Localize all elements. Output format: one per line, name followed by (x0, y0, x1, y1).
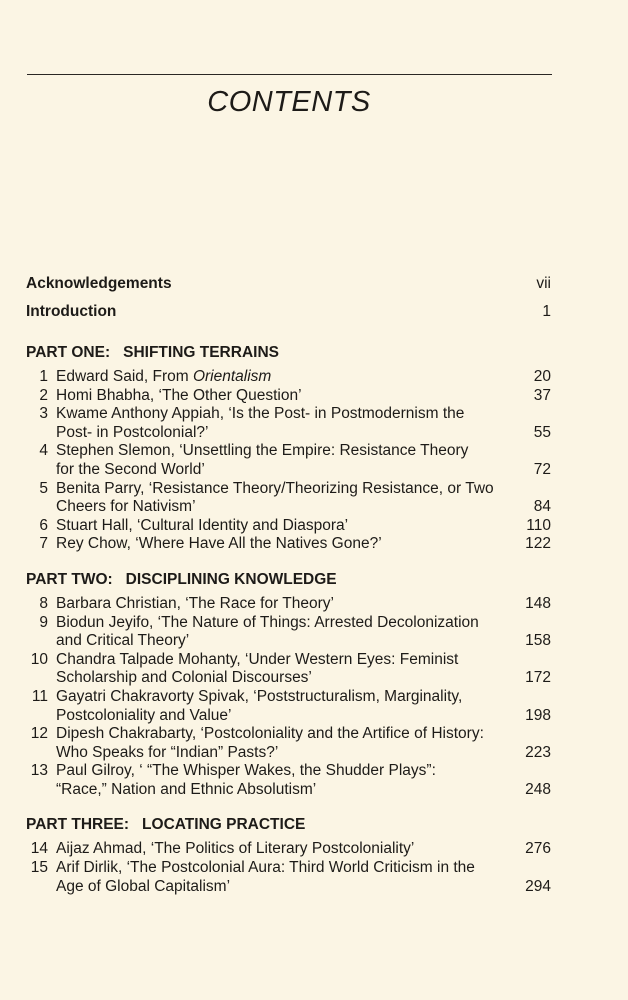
entry-number: 3 (39, 405, 48, 423)
entry-title-text: Edward Said, From (56, 368, 193, 385)
entry-page: 20 (533, 368, 551, 385)
entry-title-text: Aijaz Ahmad, ‘The Politics of Literary Postcoloniality’ (56, 840, 415, 858)
entry-number: 12 (30, 725, 48, 743)
entry-title (56, 614, 506, 651)
entry-title-text: Rey Chow, ‘Where Have All the Natives Gone?’ (56, 535, 382, 553)
toc-entry[interactable] (26, 725, 551, 762)
front-label: Acknowledgements (26, 275, 172, 292)
toc-entry[interactable] (26, 480, 551, 517)
toc-entry[interactable] (26, 405, 551, 442)
entry-title (56, 595, 506, 614)
entry-title (56, 405, 506, 442)
entry-number: 7 (39, 535, 48, 553)
entry-number: 15 (30, 859, 48, 877)
entry-title-text: Kwame Anthony Appiah, ‘Is the Post- in Postmodernism the Post- in Postcolonial?’ (56, 405, 465, 441)
toc-entry[interactable] (26, 387, 551, 406)
entry-page: 122 (525, 535, 551, 553)
entry-number: 9 (39, 613, 48, 631)
entry-page: 37 (533, 386, 551, 404)
toc-entry[interactable] (26, 840, 551, 859)
header-rule (27, 74, 552, 75)
toc-entry[interactable] (26, 368, 551, 387)
entry-title-text: Barbara Christian, ‘The Race for Theory’ (56, 594, 334, 612)
entry-title (56, 762, 506, 799)
part-name: SHIFTING TERRAINS (123, 344, 279, 361)
page-title: CONTENTS (207, 86, 371, 118)
table-of-contents (26, 270, 551, 896)
part-heading (26, 814, 551, 836)
toc-entry[interactable] (26, 517, 551, 536)
entry-title (56, 840, 506, 859)
toc-entry[interactable] (26, 688, 551, 725)
entry-title (56, 517, 506, 536)
entry-page: 84 (533, 498, 551, 516)
entry-page: 72 (533, 460, 551, 478)
toc-entry[interactable] (26, 595, 551, 614)
toc-front-introduction[interactable] (26, 298, 551, 326)
entry-page: 276 (525, 840, 551, 858)
entry-title-text: Paul Gilroy, ‘ “The Whisper Wakes, the Shudder Plays”: “Race,” Nation and Ethnic Absolutism’ (56, 762, 436, 798)
entry-title (56, 480, 506, 517)
entry-title-text: Dipesh Chakrabarty, ‘Postcoloniality and the Artifice of History: Who Speaks for “Indian” Pasts?’ (56, 725, 484, 761)
entry-title-text: Benita Parry, ‘Resistance Theory/Theorizing Resistance, or Two Cheers for Nativism’ (56, 479, 494, 516)
toc-entry[interactable] (26, 651, 551, 688)
entry-title (56, 368, 506, 387)
entry-page: 148 (525, 594, 551, 612)
entry-page: 294 (525, 877, 551, 895)
part-label: PART THREE: (26, 816, 130, 834)
entry-page: 158 (525, 632, 551, 650)
toc-entry[interactable] (26, 442, 551, 479)
entry-title (56, 387, 506, 406)
entry-title-text: Stephen Slemon, ‘Unsettling the Empire: Resistance Theory for the Second World’ (56, 442, 469, 478)
entry-title (56, 442, 506, 479)
entry-number: 4 (39, 442, 48, 460)
toc-entry[interactable] (26, 859, 551, 896)
part-heading (26, 569, 551, 591)
entry-number: 1 (39, 368, 48, 385)
part-name: LOCATING PRACTICE (142, 816, 306, 834)
entry-title (56, 535, 506, 554)
entry-number: 5 (39, 479, 48, 497)
entry-title (56, 725, 506, 762)
toc-entry[interactable] (26, 614, 551, 651)
entry-page: 223 (525, 743, 551, 761)
entry-number: 2 (39, 386, 48, 404)
entry-title (56, 859, 506, 896)
entry-number: 11 (31, 687, 48, 705)
entry-number: 13 (30, 762, 48, 780)
entry-page: 248 (525, 780, 551, 798)
front-page: 1 (542, 303, 551, 320)
entry-title (56, 688, 506, 725)
entry-title-text: Biodun Jeyifo, ‘The Nature of Things: Arrested Decolonization and Critical Theory’ (56, 613, 479, 650)
entry-page: 172 (525, 669, 551, 687)
entry-title-italic: Orientalism (192, 368, 272, 385)
part-name: DISCIPLINING KNOWLEDGE (125, 570, 337, 588)
part-heading (26, 342, 551, 364)
toc-front-acknowledgements[interactable] (26, 270, 551, 298)
entry-title-text: Stuart Hall, ‘Cultural Identity and Diaspora’ (56, 516, 349, 534)
entry-title-text: Homi Bhabha, ‘The Other Question’ (56, 386, 302, 404)
entry-page: 55 (533, 423, 551, 441)
entry-title-text: Chandra Talpade Mohanty, ‘Under Western Eyes: Feminist Scholarship and Colonial Discourses’ (56, 650, 459, 687)
front-label: Introduction (26, 303, 117, 320)
toc-entry[interactable] (26, 762, 551, 799)
entry-number: 6 (39, 516, 48, 534)
entry-title (56, 651, 506, 688)
toc-parts (26, 342, 551, 896)
entry-title-text: Arif Dirlik, ‘The Postcolonial Aura: Third World Criticism in the Age of Global Capitalism’ (56, 859, 475, 895)
entry-number: 14 (30, 840, 48, 858)
part-label: PART ONE: (26, 344, 111, 361)
front-page: vii (536, 275, 551, 292)
entry-number: 10 (30, 650, 48, 668)
part-label: PART TWO: (26, 570, 113, 588)
entry-page: 110 (526, 516, 551, 534)
entry-page: 198 (525, 706, 551, 724)
entry-number: 8 (39, 594, 48, 612)
entry-title-text: Gayatri Chakravorty Spivak, ‘Poststructuralism, Marginality, Postcoloniality and Value’ (56, 687, 463, 724)
toc-entry[interactable] (26, 535, 551, 554)
